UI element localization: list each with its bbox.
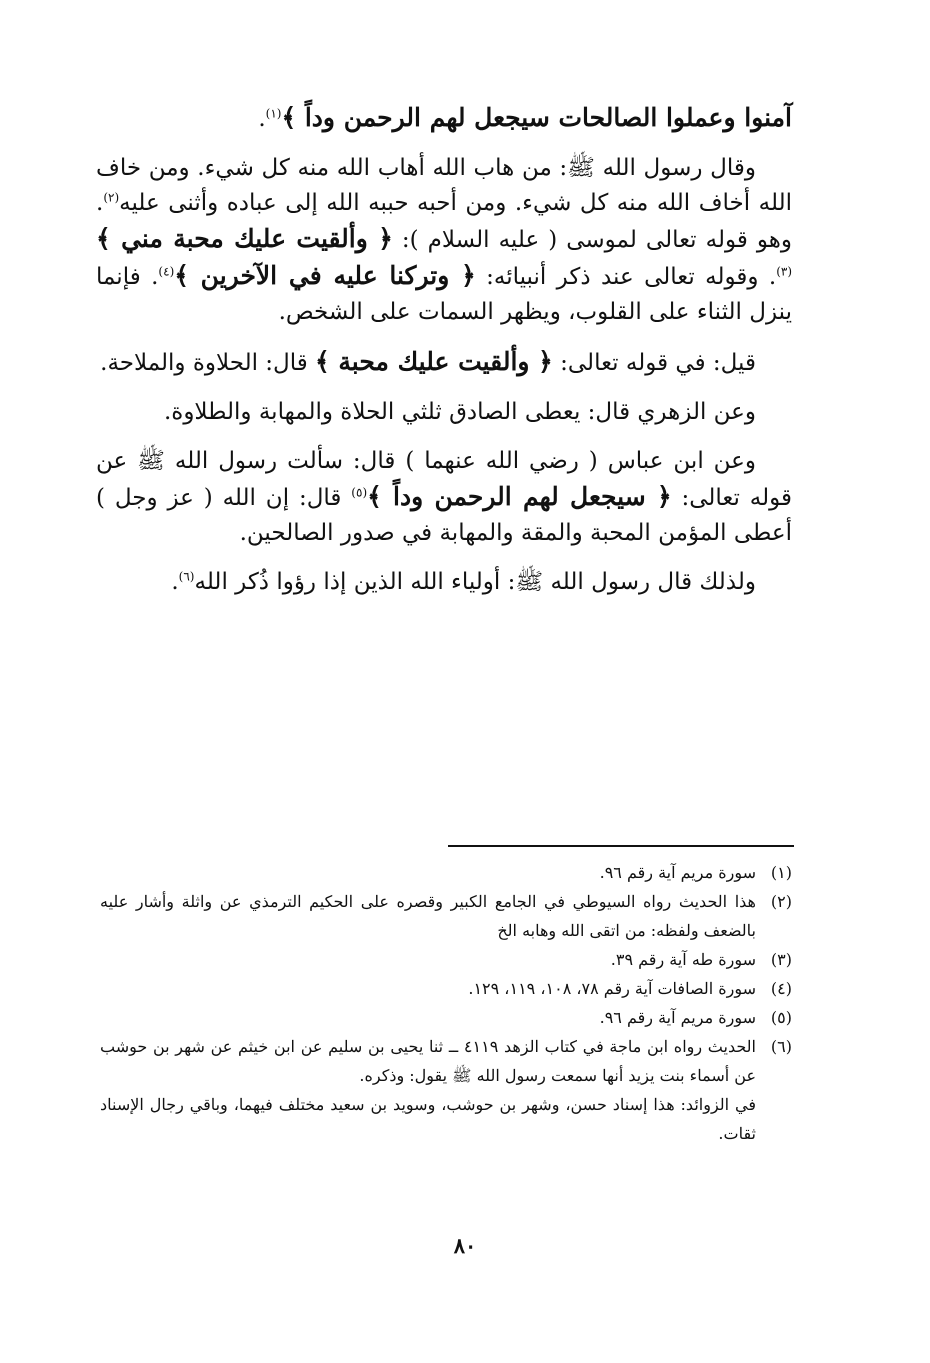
- footnote-ref: (٣): [776, 264, 793, 279]
- quran-verse: ﴿ وألقيت عليك محبة مني ﴾: [96, 224, 393, 253]
- main-text: [96, 100, 792, 614]
- quran-verse: ﴿ سيجعل لهم الرحمن وداً ﴾: [367, 482, 672, 511]
- footnote-item: [100, 974, 792, 1003]
- paragraph-1: آمنوا وعملوا الصالحات سيجعل لهم الرحمن وداً ﴾$^{(١)}$.: [258, 103, 792, 132]
- footnote-text: سورة مريم آية رقم ٩٦.: [599, 1008, 756, 1027]
- paragraph-4: وعن الزهري قال: يعطى الصادق ثلثي الحلاة والمهابة والطلاوة.: [163, 399, 756, 425]
- paragraph-5: [96, 444, 792, 551]
- footnote-item: [100, 1003, 792, 1032]
- paragraph-3: [96, 344, 792, 381]
- footnote-text: سورة مريم آية رقم ٩٦.: [599, 863, 756, 882]
- footnote-text-main: الحديث رواه ابن ماجة في كتاب الزهد ٤١١٩ ــ ثنا يحيى بن سليم عن ابن خيثم عن شهر بن حوشب عن أسماء بنت يزيد أنها سمعت رسول الله ﷺ يقول: وذكره.: [100, 1037, 757, 1085]
- text-segment: . وهو قوله تعالى لموسى ( عليه السلام ):: [96, 190, 792, 253]
- footnote-text: هذا الحديث رواه السيوطي في الجامع الكبير وقصره على الحكيم الترمذي عن واثلة وأشار عليه بالضعف ولفظه: من اتقى الله وهابه الخ: [100, 892, 756, 940]
- footnote-separator: [448, 845, 794, 847]
- paragraph-6: [96, 565, 792, 600]
- footnote-ref: (٦): [178, 569, 195, 584]
- footnote-number: (٤): [770, 979, 792, 998]
- footnote-ref: (٥): [351, 485, 368, 500]
- quran-verse: آمنوا وعملوا الصالحات سيجعل لهم الرحمن وداً ﴾: [281, 103, 792, 132]
- footnote-number: (٣): [770, 950, 792, 969]
- footnote-item: [100, 1032, 792, 1148]
- footnote-ref: (١): [265, 106, 282, 121]
- text-segment: . وقوله تعالى عند ذكر أنبيائه:: [475, 264, 777, 290]
- text-segment: قال: إن الله ( عز وجل ) أعطى المؤمن المحبة والمقة والمهابة في صدور الصالحين.: [96, 485, 792, 546]
- quran-verse: ﴿ وتركنا عليه في الآخرين ﴾: [174, 261, 476, 290]
- text-segment: وعن ابن عباس ( رضي الله عنهما ) قال: سألت رسول الله ﷺ عن قوله تعالى:: [96, 448, 792, 511]
- footnote-item: [100, 945, 792, 974]
- footnote-number: (٢): [770, 892, 792, 911]
- text-segment: قال: الحلاوة والملاحة.: [100, 350, 316, 376]
- footnote-text-continuation: في الزوائد: هذا إسناد حسن، وشهر بن حوشب، وسويد بن سعيد مختلف فيهما، وباقي رجال الإسناد ثقات.: [100, 1095, 756, 1143]
- page-number: ٨٠: [453, 1233, 477, 1258]
- footnotes: [100, 858, 792, 1148]
- footnote-text: سورة الصافات آية رقم ٧٨، ١٠٨، ١١٩، ١٢٩.: [468, 979, 756, 998]
- footnote-item: [100, 887, 792, 945]
- text-segment: ولذلك قال رسول الله ﷺ: أولياء الله الذين إذا رؤوا ذُكر الله: [194, 569, 756, 595]
- text-segment: .: [171, 569, 179, 595]
- paragraph-2: [96, 151, 792, 330]
- footnote-number: (١): [770, 863, 792, 882]
- footnote-number: (٦): [770, 1037, 792, 1056]
- text-segment: قيل: في قوله تعالى:: [552, 350, 756, 376]
- hadith-text: وقال رسول الله ﷺ: من هاب الله أهاب الله منه كل شيء. ومن خاف الله أخاف الله منه كل شيء. ومن أحبه حببه الله إلى عباده وأثنى عليه: [96, 155, 792, 216]
- quran-verse: ﴿ وألقيت عليك محبة ﴾: [315, 347, 553, 376]
- text-segment: . فإنما ينزل الثناء على القلوب، ويظهر السمات على الشخص.: [96, 264, 792, 325]
- footnote-item: [100, 858, 792, 887]
- footnote-number: (٥): [770, 1008, 792, 1027]
- footnote-text: سورة طه آية رقم ٣٩.: [610, 950, 756, 969]
- footnote-text: [100, 1032, 756, 1148]
- footnote-ref: (٢): [103, 190, 120, 205]
- footnote-ref: (٤): [158, 264, 175, 279]
